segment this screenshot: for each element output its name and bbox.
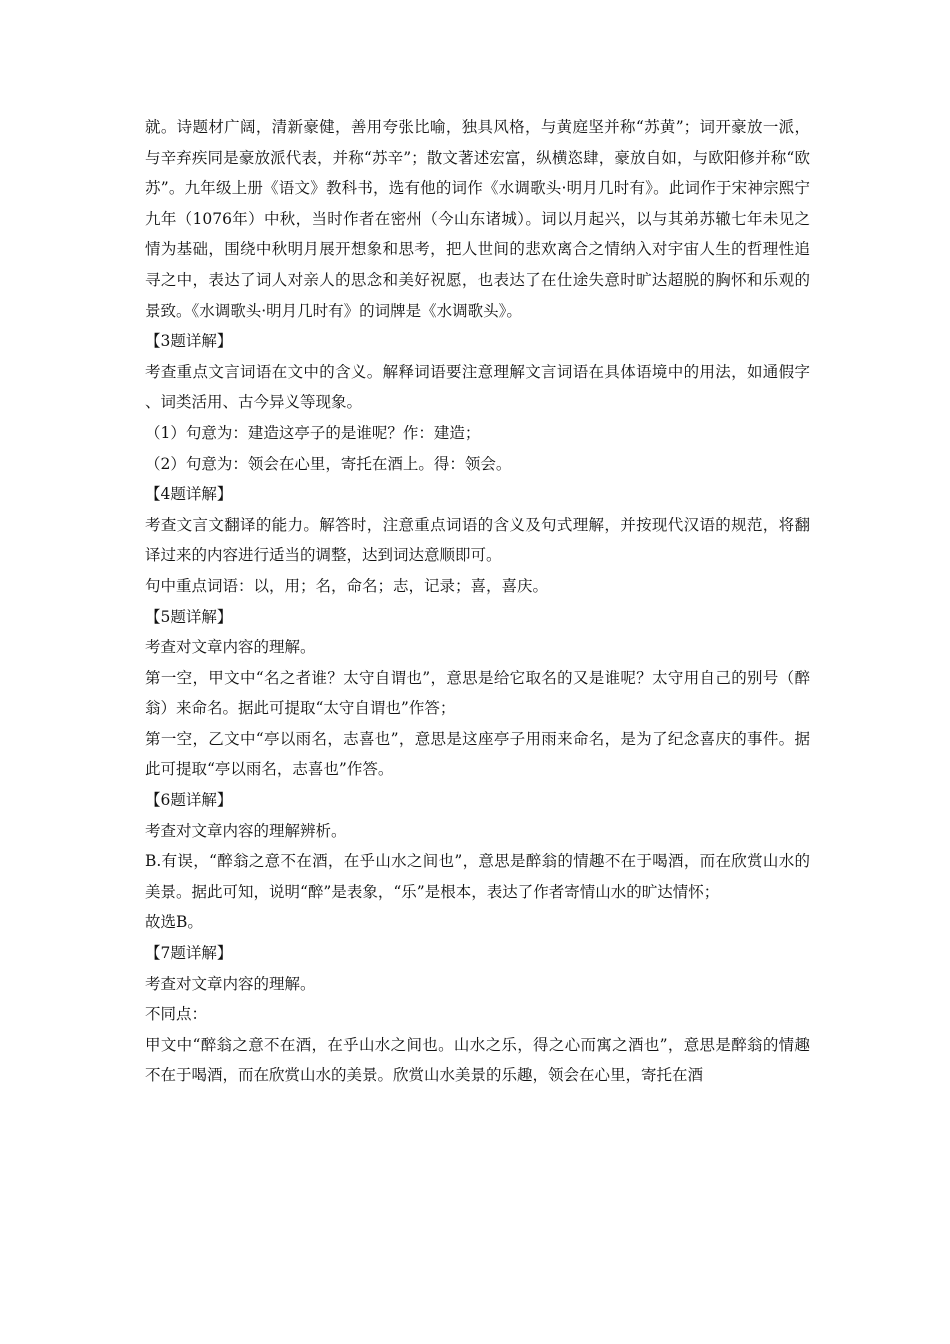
paragraph-q5-blank-1: 第一空，甲文中“名之者谁？太守自谓也”，意思是给它取名的又是谁呢？太守用自己的别号（醉翁）来命名。据此可提取“太守自谓也”作答； [145,668,810,718]
paragraph-q3-explanation: 考查重点文言词语在文中的含义。解释词语要注意理解文言词语在具体语境中的用法，如通假字、词类活用、古今异义等现象。 [145,362,810,412]
paragraph-q6-explanation: 考查对文章内容的理解辨析。 [145,821,347,840]
paragraph-q6-answer: 故选B。 [145,913,203,932]
document-body [145,112,810,1091]
paragraph-q3-item-1: （1）句意为：建造这亭子的是谁呢？作：建造； [145,423,481,442]
paragraph-q7-difference-label: 不同点： [145,1005,208,1024]
heading-question-3: 【3题详解】 [145,332,233,351]
heading-question-5: 【5题详解】 [145,607,233,626]
paragraph-q4-explanation: 考查文言文翻译的能力。解答时，注意重点词语的含义及句式理解，并按现代汉语的规范，将翻译过来的内容进行适当的调整，达到词达意顺即可。 [145,515,810,565]
paragraph-q7-text-a: 甲文中“醉翁之意不在酒，在乎山水之间也。山水之乐，得之心而寓之酒也”，意思是醉翁的情趣不在于喝酒，而在欣赏山水的美景。欣赏山水美景的乐趣，领会在心里，寄托在酒 [145,1035,810,1085]
paragraph-q5-explanation: 考查对文章内容的理解。 [145,638,316,657]
paragraph-q7-explanation: 考查对文章内容的理解。 [145,974,316,993]
heading-question-4: 【4题详解】 [145,485,233,504]
paragraph-q4-key-words: 句中重点词语：以，用；名，命名；志，记录；喜，喜庆。 [145,576,549,595]
heading-question-6: 【6题详解】 [145,791,233,810]
paragraph-q5-blank-2: 第一空，乙文中“亭以雨名，志喜也”，意思是这座亭子用雨来命名，是为了纪念喜庆的事件。据此可提取“亭以雨名，志喜也”作答。 [145,729,810,779]
paragraph-su-shi-intro: 就。诗题材广阔，清新豪健，善用夸张比喻，独具风格，与黄庭坚并称“苏黄”；词开豪放一派，与辛弃疾同是豪放派代表，并称“苏辛”；散文著述宏富，纵横恣肆，豪放自如，与欧阳修并称“欧苏”。九年级上册《语文》教科书，选有他的词作《水调歌头·明月几时有》。此词作于宋神宗熙宁九年（1076年）中秋，当时作者在密州（今山东诸城）。词以月起兴，以与其弟苏辙七年未见之情为基础，围绕中秋明月展开想象和思考，把人世间的悲欢离合之情纳入对宇宙人生的哲理性追寻之中，表达了词人对亲人的思念和美好祝愿，也表达了在仕途失意时旷达超脱的胸怀和乐观的景致。《水调歌头·明月几时有》的词牌是《水调歌头》。 [145,118,810,320]
heading-question-7: 【7题详解】 [145,944,233,963]
paragraph-q3-item-2: （2）句意为：领会在心里，寄托在酒上。得：领会。 [145,454,512,473]
paragraph-q6-option-b: B.有误，“醉翁之意不在酒，在乎山水之间也”，意思是醉翁的情趣不在于喝酒，而在欣赏山水的美景。据此可知，说明“醉”是表象，“乐”是根本，表达了作者寄情山水的旷达情怀； [145,852,810,901]
